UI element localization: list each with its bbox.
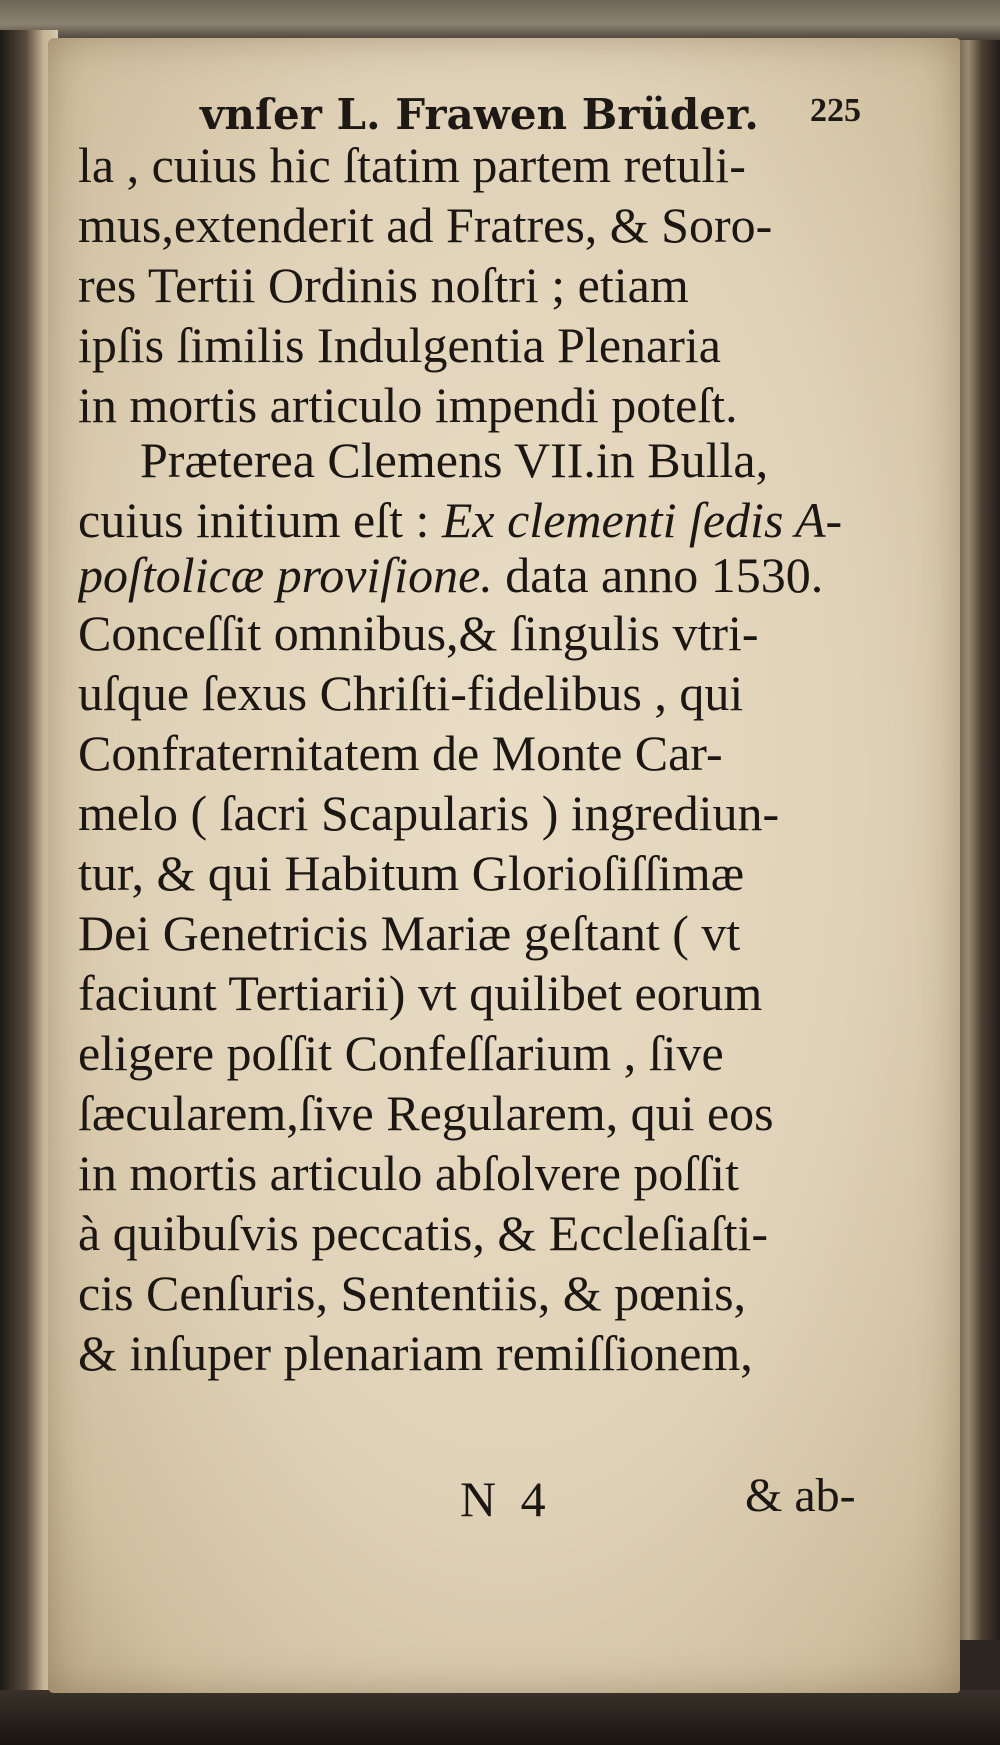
text-line: melo ( ſacri Scapularis ) ingrediun- [78,785,780,841]
text-line: la , cuius hic ſtatim partem retuli- [78,137,746,193]
text-line: à quibuſvis peccatis, & Eccleſiaſti- [78,1205,769,1261]
book-edge-right [955,40,1000,1640]
text-line: in mortis articulo impendi poteſt. [78,377,738,433]
text-line: faciunt Tertiarii) vt quilibet eorum [78,965,763,1021]
text-span: cuius initium eſt : [78,492,430,548]
text-line: ſæcularem,ſive Regularem, qui eos [78,1085,774,1141]
catchword: & ab- [745,1469,856,1522]
running-title: vnſer L. Frawen Brüder. [200,90,759,139]
text-line: Conceſſit omnibus,& ſingulis vtri- [78,605,759,661]
text-span: data anno 1530. [505,547,824,603]
text-line: res Tertii Ordinis noſtri ; etiam [78,257,689,313]
text-line: Dei Genetricis Mariæ geſtant ( vt [78,905,741,961]
scan-background-top [0,0,1000,40]
text-line: in mortis articulo abſolvere poſſit [78,1145,739,1201]
italic-citation: poſtolicæ proviſione. [78,547,493,603]
signature-mark: N 4 [460,1471,552,1527]
italic-citation: Ex clementi ſedis A- [441,492,843,548]
text-line [78,490,878,550]
text-line: Confraternitatem de Monte Car- [78,725,723,781]
text-line: mus,extenderit ad Fratres, & Soro- [78,197,773,253]
page-number: 225 [810,92,861,129]
text-line: uſque ſexus Chriſti-fidelibus , qui [78,665,744,721]
paragraph-start-line: Præterea Clemens VII.in Bulla, [140,432,769,488]
text-line: cis Cenſuris, Sententiis, & pœnis, [78,1265,747,1321]
scan-background-bottom [0,1690,1000,1745]
text-line: & inſuper plenariam remiſſionem, [78,1325,753,1381]
text-line: ipſis ſimilis Indulgentia Plenaria [78,317,721,373]
text-line [78,545,878,605]
text-line: tur, & qui Habitum Glorioſiſſimæ [78,845,745,901]
text-line: eligere poſſit Confeſſarium , ſive [78,1025,724,1081]
